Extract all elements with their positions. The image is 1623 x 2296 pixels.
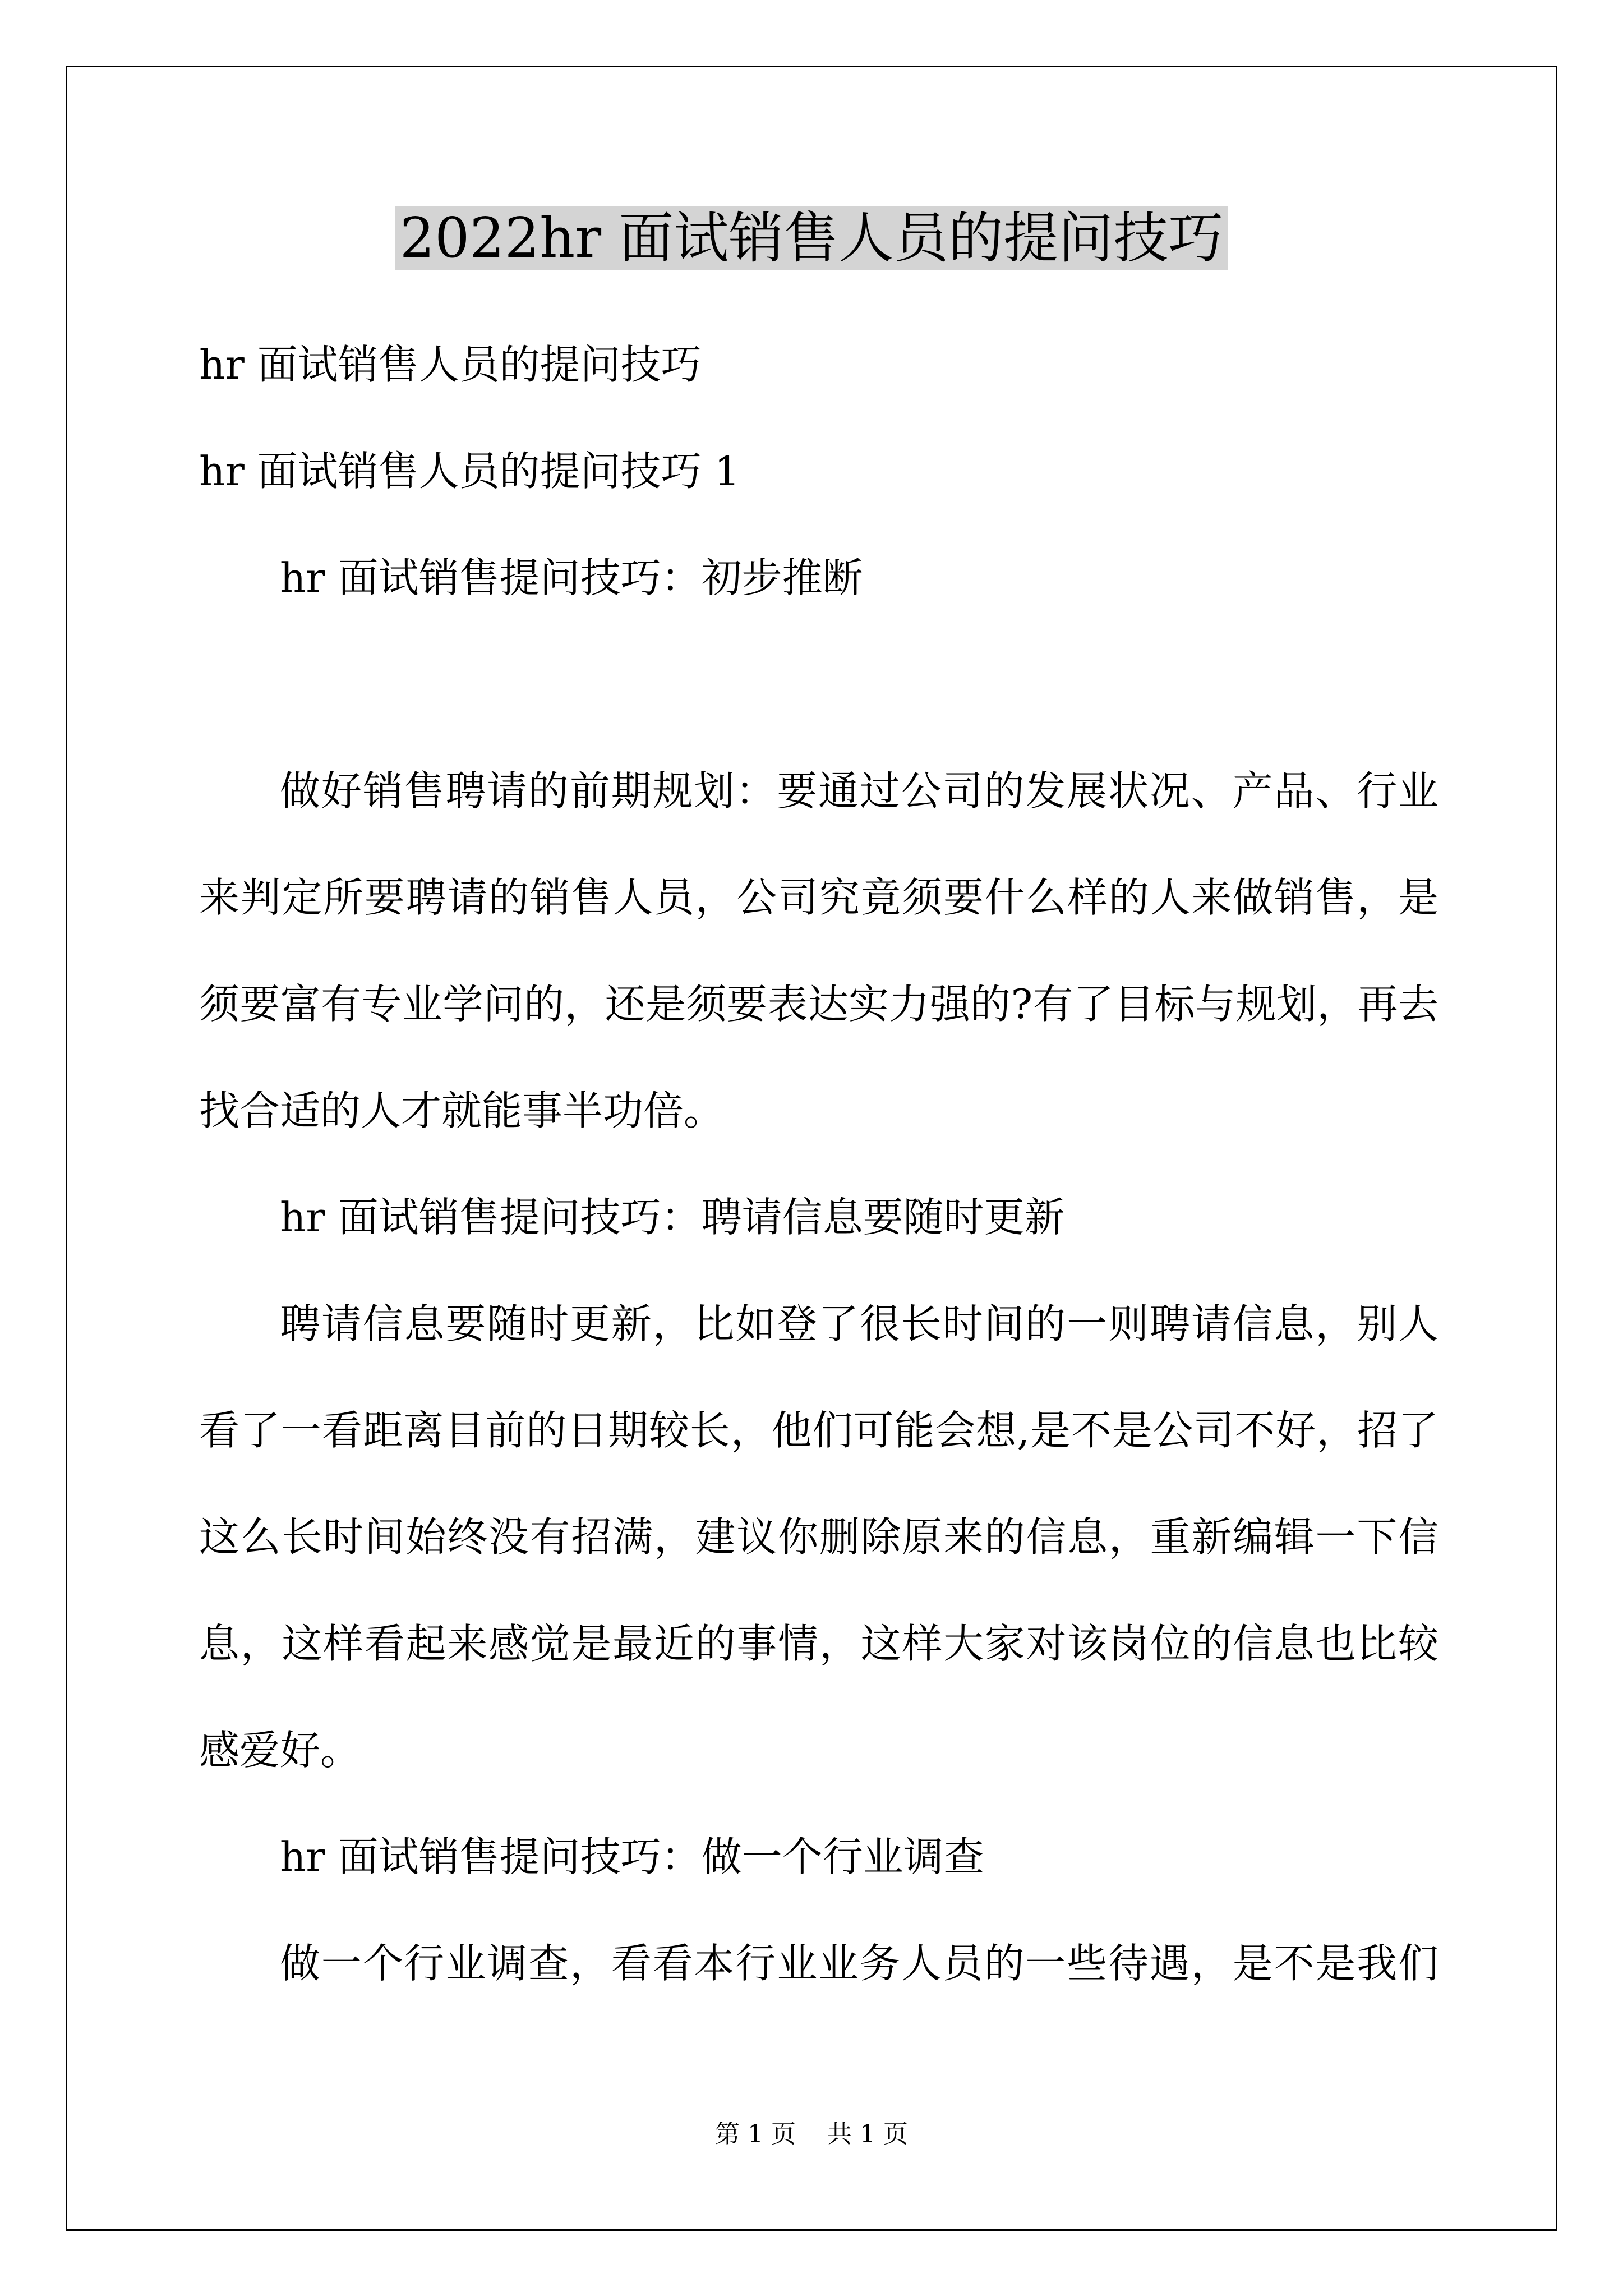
paragraph-line: 看了一看距离目前的日期较长，他们可能会想,是不是公司不好，招了 (199, 1407, 1438, 1454)
page-number-total: 共 1 页 (827, 2120, 908, 2148)
paragraph-line: 找合适的人才就能事半功倍。 (199, 1087, 725, 1134)
paragraph-line: 聘请信息要随时更新，比如登了很长时间的一则聘请信息，别人 (280, 1300, 1438, 1347)
subsection-heading: hr 面试销售提问技巧：做一个行业调查 (280, 1833, 984, 1880)
paragraph-line: 感爱好。 (199, 1727, 361, 1774)
page-footer (0, 2118, 1623, 2151)
paragraph-line: 息，这样看起来感觉是最近的事情，这样大家对该岗位的信息也比较 (199, 1620, 1438, 1667)
document-title (0, 202, 1623, 275)
paragraph-line: 来判定所要聘请的销售人员，公司究竟须要什么样的人来做销售，是 (199, 874, 1438, 921)
page-number-current: 第 1 页 (715, 2120, 796, 2148)
paragraph-line: 这么长时间始终没有招满，建议你删除原来的信息，重新编辑一下信 (199, 1513, 1438, 1561)
document-title-text: 2022hr 面试销售人员的提问技巧 (395, 206, 1228, 270)
subtitle-line: hr 面试销售人员的提问技巧 (199, 341, 702, 388)
paragraph-line: 须要富有专业学问的，还是须要表达实力强的?有了目标与规划，再去 (199, 981, 1438, 1028)
subsection-heading: hr 面试销售提问技巧：初步推断 (280, 554, 863, 601)
paragraph-line: 做一个行业调查，看看本行业业务人员的一些待遇，是不是我们 (280, 1940, 1438, 1987)
section-heading: hr 面试销售人员的提问技巧 1 (199, 448, 740, 495)
paragraph-line: 做好销售聘请的前期规划：要通过公司的发展状况、产品、行业 (280, 767, 1438, 815)
subsection-heading: hr 面试销售提问技巧：聘请信息要随时更新 (280, 1194, 1065, 1241)
